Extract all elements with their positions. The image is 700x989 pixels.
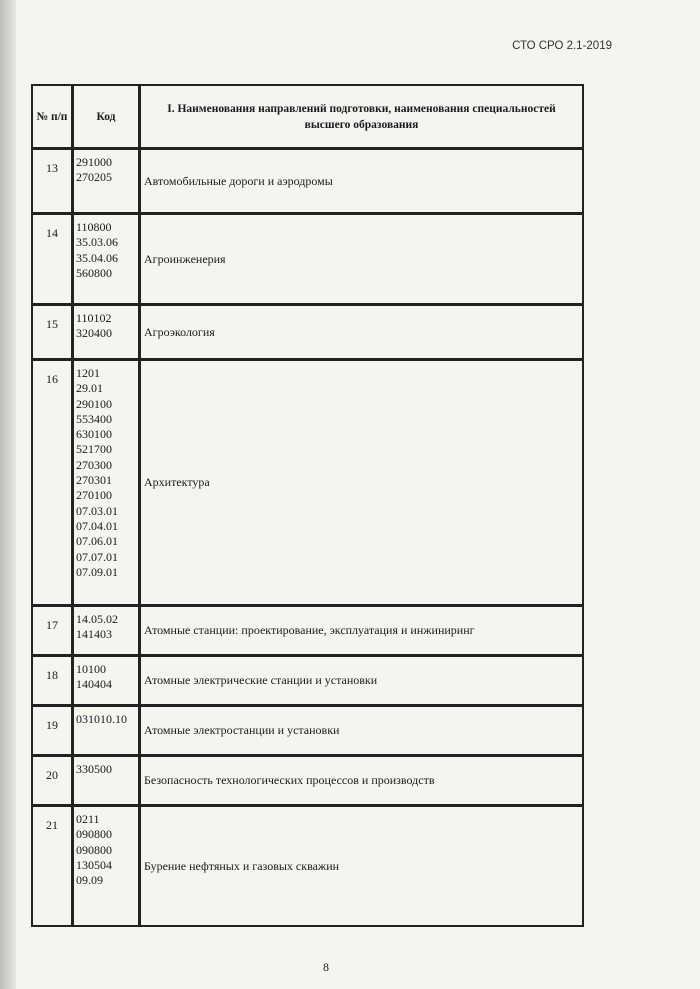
row-name: Бурение нефтяных и газовых скважин <box>140 806 584 927</box>
code-value: 140404 <box>76 677 112 692</box>
code-value: 07.09.01 <box>76 564 118 579</box>
row-number: 15 <box>32 305 73 360</box>
code-value: 553400 <box>76 411 112 426</box>
code-value: 270205 <box>76 170 112 185</box>
code-value: 130504 <box>76 857 112 872</box>
row-codes <box>73 214 140 305</box>
table-row <box>32 656 584 706</box>
row-number: 18 <box>32 656 73 706</box>
page-number: 8 <box>323 960 329 974</box>
code-value: 141403 <box>76 627 112 642</box>
code-value: 07.03.01 <box>76 503 118 518</box>
code-value: 290100 <box>76 396 112 411</box>
row-number: 19 <box>32 706 73 756</box>
row-codes <box>73 706 140 756</box>
row-number: 13 <box>32 149 73 214</box>
code-value: 031010.10 <box>76 712 127 726</box>
row-name: Атомные станции: проектирование, эксплуатация и инжиниринг <box>140 606 584 656</box>
code-value: 07.07.01 <box>76 549 118 564</box>
row-name: Агроэкология <box>140 305 584 360</box>
code-value: 14.05.02 <box>76 612 118 626</box>
row-name: Автомобильные дороги и аэродромы <box>140 149 584 214</box>
code-value: 330500 <box>76 762 112 776</box>
table-row <box>32 756 584 806</box>
code-value: 07.06.01 <box>76 534 118 549</box>
code-value: 320400 <box>76 326 112 341</box>
code-value: 521700 <box>76 442 112 457</box>
code-value: 35.04.06 <box>76 250 118 265</box>
specialties-table <box>31 84 584 927</box>
scan-edge-shadow <box>0 0 16 989</box>
code-value: 630100 <box>76 427 112 442</box>
row-number: 17 <box>32 606 73 656</box>
table-row <box>32 806 584 927</box>
row-name: Атомные электрические станции и установки <box>140 656 584 706</box>
row-name: Архитектура <box>140 360 584 606</box>
table-row <box>32 214 584 305</box>
row-number: 20 <box>32 756 73 806</box>
row-codes <box>73 360 140 606</box>
row-codes <box>73 806 140 927</box>
code-value: 090800 <box>76 827 112 842</box>
header-name: I. Наименования направлений подготовки, наименования специальностей высшего образования <box>140 85 584 149</box>
code-value: 07.04.01 <box>76 518 118 533</box>
row-name: Агроинженерия <box>140 214 584 305</box>
code-value: 10100 <box>76 662 106 676</box>
row-number: 16 <box>32 360 73 606</box>
table-row <box>32 606 584 656</box>
code-value: 270100 <box>76 488 112 503</box>
row-codes <box>73 149 140 214</box>
code-value: 0211 <box>76 812 100 826</box>
row-codes <box>73 656 140 706</box>
row-name: Безопасность технологических процессов и производств <box>140 756 584 806</box>
table-row <box>32 305 584 360</box>
document-code: СТО СРО 2.1-2019 <box>512 40 612 52</box>
row-name: Атомные электростанции и установки <box>140 706 584 756</box>
code-value: 110800 <box>76 220 112 234</box>
code-value: 29.01 <box>76 381 103 396</box>
table-row <box>32 706 584 756</box>
row-number: 21 <box>32 806 73 927</box>
code-value: 35.03.06 <box>76 235 118 250</box>
header-code: Код <box>73 85 140 149</box>
table-row <box>32 360 584 606</box>
row-codes <box>73 305 140 360</box>
code-value: 560800 <box>76 265 112 280</box>
code-value: 270300 <box>76 457 112 472</box>
table-row <box>32 149 584 214</box>
code-value: 110102 <box>76 311 112 325</box>
row-number: 14 <box>32 214 73 305</box>
row-codes <box>73 606 140 656</box>
header-number: № п/п <box>32 85 73 149</box>
code-value: 291000 <box>76 155 112 169</box>
table-header-row <box>32 85 584 149</box>
code-value: 09.09 <box>76 873 103 888</box>
row-codes <box>73 756 140 806</box>
code-value: 270301 <box>76 473 112 488</box>
code-value: 090800 <box>76 842 112 857</box>
code-value: 1201 <box>76 366 100 380</box>
